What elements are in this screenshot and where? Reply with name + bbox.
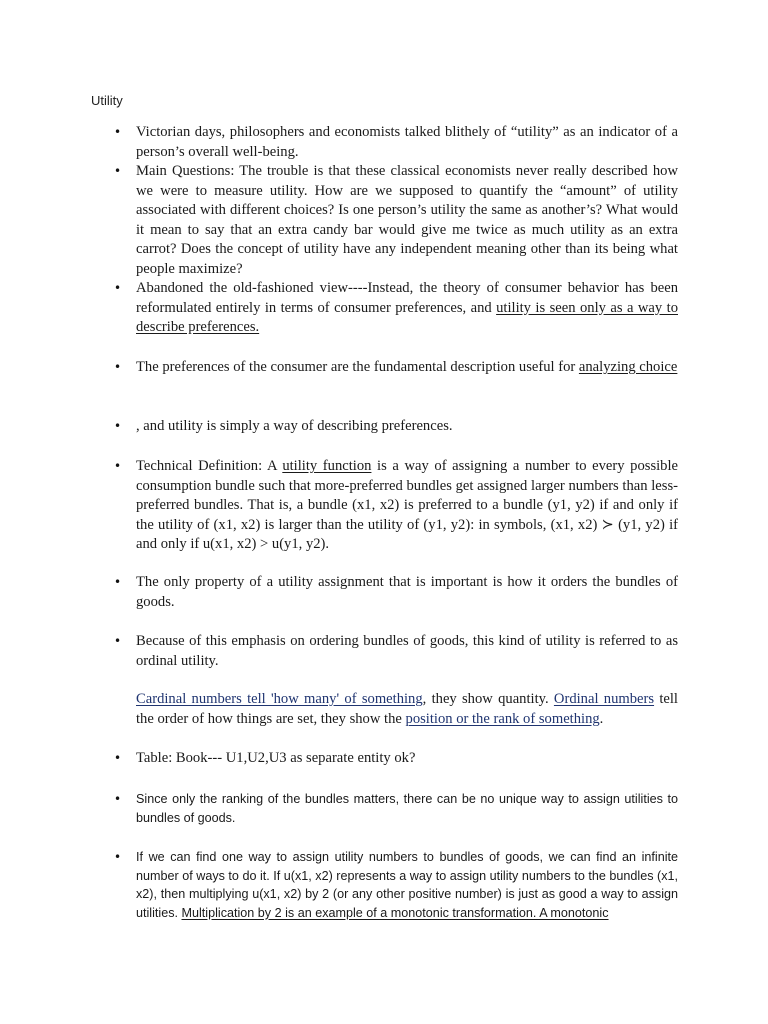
bullet-icon: • (114, 360, 122, 374)
underlined-phrase: utility function (282, 458, 372, 474)
rank-link[interactable]: position or the rank of something (405, 710, 600, 727)
bullet-icon: • (114, 634, 122, 648)
underlined-phrase: utility is seen only as a way to describe preferences. (136, 299, 678, 335)
page-title: Utility (91, 93, 123, 108)
bullet-icon: • (114, 792, 122, 806)
list-item-text: Victorian days, philosophers and economists talked blithely of “utility” as an indicator of a person’s overall well-being. (136, 124, 678, 160)
list-item-text: The preferences of the consumer are the fundamental description useful for analyzing choice (136, 359, 678, 375)
list-item-text: Abandoned the old-fashioned view----Instead, the theory of consumer behavior has been reformulated entirely in terms of consumer preferences, and utility is seen only as a way to describe preferences. (136, 280, 678, 335)
cardinal-numbers-link[interactable]: Cardinal numbers tell 'how many' of something (136, 691, 423, 707)
bullet-icon: • (114, 751, 122, 765)
bullet-icon: • (114, 281, 122, 295)
underlined-phrase: Multiplication by 2 is an example of a monotonic transformation. A monotonic (181, 905, 609, 920)
bullet-icon: • (114, 850, 122, 864)
bullet-icon: • (114, 459, 122, 473)
list-item-text: Main Questions: The trouble is that these classical economists never really described how we were to measure utility. How are we supposed to quantify the “amount” of utility associated with different choices? Is one person’s utility the same as another’s? What would it mean to say that an extra candy bar would give me twice as much utility as an extra carrot? Does the concept of utility have any independent meaning other than its being what people maximize? (136, 163, 678, 277)
bullet-icon: • (114, 419, 122, 433)
ordinal-numbers-link[interactable]: Ordinal numbers (553, 691, 655, 707)
list-item-text: Because of this emphasis on ordering bundles of goods, this kind of utility is referred to as ordinal utility. (136, 633, 678, 669)
list-item-text: Technical Definition: A utility function is a way of assigning a number to every possible consumption bundle such that more-preferred bundles get assigned larger numbers than less-preferred bundles. That is, a bundle (x1, x2) is preferred to a bundle (y1, y2) if and only if the utility of (x1, x2) is larger than the utility of (y1, y2): in symbols, (x1, x2) ≻ (y1, y2) if and only if u(x1, x2) > u(y1, y2). (136, 458, 679, 552)
list-item-text: If we can find one way to assign utility numbers to bundles of goods, we can find an infinite number of ways to do it. If u(x1, x2) represents a way to assign utility numbers to the bundles (x1, x2), then multiplying u(x1, x2) by 2 (or any other positive number) is just as good a way to assign utilities. Multiplication by 2 is an example of a monotonic transformation. A monotonic (136, 850, 678, 920)
list-item-text: The only property of a utility assignment that is important is how it orders the bundles of goods. (136, 574, 678, 610)
bullet-icon: • (114, 164, 122, 178)
list-item-text: , and utility is simply a way of describing preferences. (136, 418, 453, 434)
list-item-text: Table: Book--- U1,U2,U3 as separate entity ok? (136, 750, 416, 766)
document-page: Utility • Victorian days, philosophers and economists talked blithely of “utility” as an indicator of a person’s overall well-being. • Main Questions: The trouble is that these classical economists never really described how we were to measure utility. How are we supposed to quantify the “amount” of utility associated with different choices? Is one person’s utility the same as another’s? What would it mean to say that an extra candy bar would give me twice as much utility as an extra carrot? Does the concept of utility have any independent meaning other than its being what people maximize? • Abandoned the old-fashioned view----Instead, the theory of consumer behavior has been reformulated entirely in terms of consumer preferences, and utility is seen only as a way to describe preferences. • The preferences of the consumer are the fundamental description useful for analyzing choice • , and utility is simply a way of describing preferences. • Technical Definition: A utility function is a way of assigning a number to every possible consumption bundle such that more-preferred bundles get assigned larger numbers than less-preferred bundles. That is, a bundle (x1, x2) is preferred to a bundle (y1, y2) if and only if the utility of (x1, x2) is larger than the utility of (y1, y2): in symbols, (x1, x2) ≻ (y1, y2) if and only if u(x1, x2) > u(y1, y2). • The only property of a utility assignment that is important is how it orders the bundles of goods. • Because of this emphasis on ordering bundles of goods, this kind of utility is referred to as ordinal utility. Cardinal numbers tell 'how many' of something, they show quantity. Ordinal numbers tell the order of how things are set, they show the position or the rank of something. • Table: Book--- U1,U2,U3 as separate entity ok? • Since only the ranking of the bundles matters, there can be no unique way to assign utilities to bundles of goods. • If we can find one way to assign utility numbers to bundles of goods, we can find an infinite number of ways to do it. If u(x1, x2) represents a way to assign utility numbers to the bundles (x1, x2), then multiplying u(x1, x2) by 2 (or any other positive number) is just as good a way to assign utilities. Multiplication by 2 is an example of a monotonic transformation. A monotonic (0, 0, 768, 1024)
underlined-phrase: analyzing choice (578, 359, 678, 375)
list-item-text: Since only the ranking of the bundles matters, there can be no unique way to assign utilities to bundles of goods. (136, 792, 678, 825)
bullet-icon: • (114, 575, 122, 589)
bullet-icon: • (114, 125, 122, 139)
